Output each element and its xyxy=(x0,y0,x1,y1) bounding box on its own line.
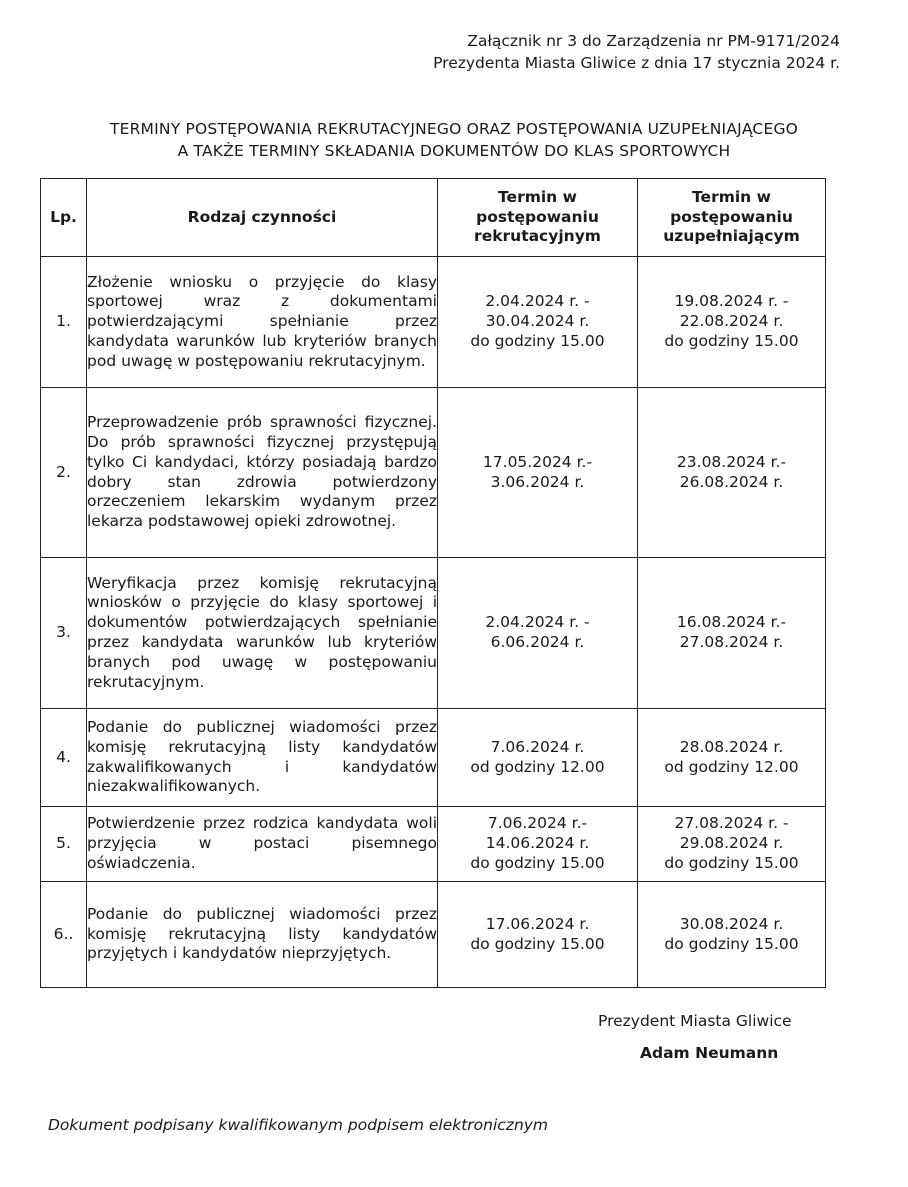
term-line: 7.06.2024 r.- xyxy=(487,814,588,833)
table-row xyxy=(41,257,826,388)
table-row xyxy=(41,882,826,988)
row-term-supplementary xyxy=(638,807,826,882)
row-term-supplementary xyxy=(638,558,826,709)
term-line: 27.08.2024 r. xyxy=(679,633,784,651)
signer-name: Adam Neumann xyxy=(640,1044,779,1062)
term-line: 22.08.2024 r. xyxy=(679,312,784,331)
table-row xyxy=(41,388,826,558)
e-signature-note: Dokument podpisany kwalifikowanym podpisem elektronicznym xyxy=(48,1116,549,1134)
header-activity: Rodzaj czynności xyxy=(87,179,438,257)
header-term2-line: uzupełniającym xyxy=(663,227,800,246)
term-line: do godziny 15.00 xyxy=(664,853,799,872)
row-term-recruitment xyxy=(438,709,638,807)
term-line: 27.08.2024 r. - xyxy=(674,814,789,833)
term-line: 3.06.2024 r. xyxy=(490,472,585,491)
term-line: od godziny 12.00 xyxy=(664,757,799,776)
term-line: 2.04.2024 r. - xyxy=(485,613,590,632)
row-number: 6.. xyxy=(41,882,87,988)
row-number: 5. xyxy=(41,807,87,882)
header-lp: Lp. xyxy=(41,179,87,257)
term-line: 26.08.2024 r. xyxy=(679,472,784,491)
header-term2-line: Termin w xyxy=(692,187,771,206)
table-row xyxy=(41,807,826,882)
title-line-2: A TAKŻE TERMINY SKŁADANIA DOKUMENTÓW DO KLAS SPORTOWYCH xyxy=(177,142,731,160)
row-term-supplementary xyxy=(638,257,826,388)
row-activity: Podanie do publicznej wiadomości przez komisję rekrutacyjną listy kandydatów przyjętych i kandydatów nieprzyjętych. xyxy=(87,882,438,988)
row-activity: Weryfikacja przez komisję rekrutacyjną wniosków o przyjęcie do klasy sportowej i dokumentów potwierdzających spełnianie przez kandydata warunków lub kryteriów branych pod uwagę w postępowaniu rekrutacyjnym. xyxy=(87,558,438,709)
document-header xyxy=(433,30,840,74)
term-line: od godziny 12.00 xyxy=(470,757,605,776)
term-line: do godziny 15.00 xyxy=(470,331,605,350)
term-line: 30.08.2024 r. xyxy=(679,914,784,933)
header-term1-line: Termin w xyxy=(498,187,577,206)
header-term2-line: postępowaniu xyxy=(670,207,793,226)
header-term-supplementary xyxy=(638,179,826,257)
row-number: 4. xyxy=(41,709,87,807)
term-line: do godziny 15.00 xyxy=(470,853,605,872)
row-term-recruitment xyxy=(438,558,638,709)
row-activity: Podanie do publicznej wiadomości przez komisję rekrutacyjną listy kandydatów zakwalifikowanych i kandydatów niezakwalifikowanych. xyxy=(87,709,438,807)
term-line: 28.08.2024 r. xyxy=(679,737,784,756)
row-term-supplementary xyxy=(638,709,826,807)
header-term1-line: postępowaniu xyxy=(476,207,599,226)
document-title xyxy=(0,118,908,162)
header-term-recruitment xyxy=(438,179,638,257)
term-line: 30.04.2024 r. xyxy=(485,312,590,331)
row-number: 3. xyxy=(41,558,87,709)
header-term1-line: rekrutacyjnym xyxy=(474,227,601,246)
term-line: 19.08.2024 r. - xyxy=(674,292,789,311)
header-line-1: Załącznik nr 3 do Zarządzenia nr PM-9171/2024 xyxy=(467,32,840,50)
term-line: 2.04.2024 r. - xyxy=(485,292,590,311)
row-term-recruitment xyxy=(438,882,638,988)
row-term-supplementary xyxy=(638,882,826,988)
title-line-1: TERMINY POSTĘPOWANIA REKRUTACYJNEGO ORAZ POSTĘPOWANIA UZUPEŁNIAJĄCEGO xyxy=(109,120,799,138)
term-line: 6.06.2024 r. xyxy=(490,633,585,651)
term-line: 29.08.2024 r. xyxy=(679,834,784,853)
term-line: do godziny 15.00 xyxy=(664,331,799,350)
term-line: 17.06.2024 r. xyxy=(485,914,590,933)
term-line: 17.05.2024 r.- xyxy=(482,452,593,471)
table-row xyxy=(41,558,826,709)
term-line: 7.06.2024 r. xyxy=(490,737,585,756)
row-term-recruitment xyxy=(438,257,638,388)
row-term-supplementary xyxy=(638,388,826,558)
signer-title: Prezydent Miasta Gliwice xyxy=(598,1012,792,1030)
table-row xyxy=(41,709,826,807)
term-line: 23.08.2024 r.- xyxy=(676,452,787,471)
schedule-table xyxy=(40,178,826,988)
row-term-recruitment xyxy=(438,388,638,558)
term-line: 14.06.2024 r. xyxy=(485,834,590,853)
term-line: 16.08.2024 r.- xyxy=(676,613,787,632)
row-activity: Potwierdzenie przez rodzica kandydata woli przyjęcia w postaci pisemnego oświadczenia. xyxy=(87,807,438,882)
row-term-recruitment xyxy=(438,807,638,882)
row-activity: Złożenie wniosku o przyjęcie do klasy sportowej wraz z dokumentami potwierdzającymi spełnianie przez kandydata warunków lub kryteriów branych pod uwagę w postępowaniu rekrutacyjnym. xyxy=(87,257,438,388)
row-activity: Przeprowadzenie prób sprawności fizycznej. Do prób sprawności fizycznej przystępują tylko Ci kandydaci, którzy posiadają bardzo dobry stan zdrowia potwierdzony orzeczeniem lekarskim wydanym przez lekarza podstawowej opieki zdrowotnej. xyxy=(87,388,438,558)
table-header-row xyxy=(41,179,826,257)
term-line: do godziny 15.00 xyxy=(470,934,605,953)
row-number: 2. xyxy=(41,388,87,558)
header-line-2: Prezydenta Miasta Gliwice z dnia 17 stycznia 2024 r. xyxy=(433,54,840,72)
row-number: 1. xyxy=(41,257,87,388)
term-line: do godziny 15.00 xyxy=(664,934,799,953)
